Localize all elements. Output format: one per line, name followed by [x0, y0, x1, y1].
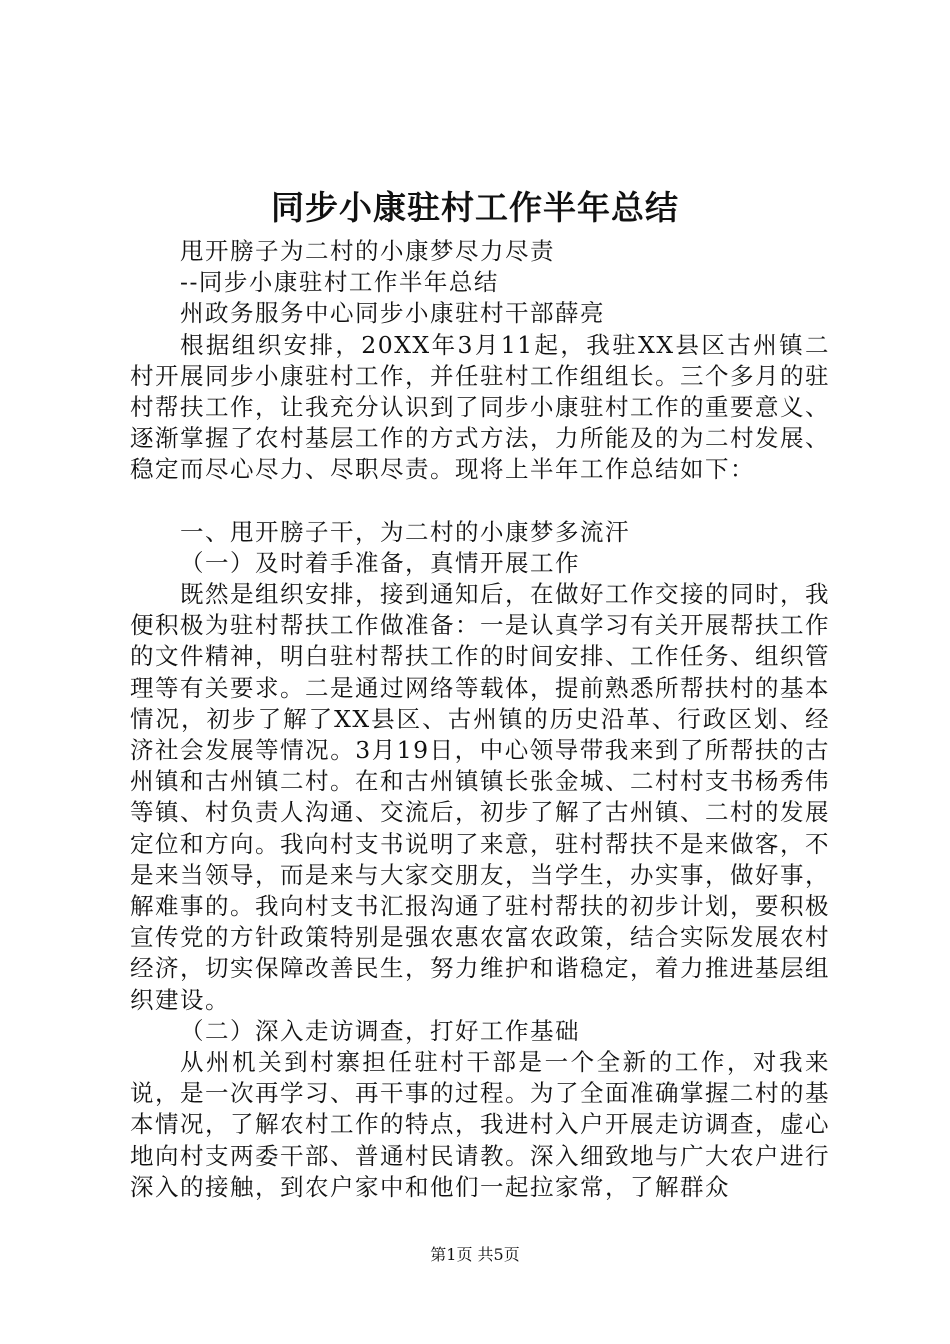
subtitle-line-secondary: --同步小康驻村工作半年总结	[180, 268, 499, 297]
section-heading: 一、甩开膀子干，为二村的小康梦多流汗	[180, 517, 630, 546]
author-line: 州政务服务中心同步小康驻村干部薛亮	[180, 299, 605, 328]
page-footer: 第1页 共5页	[430, 1245, 520, 1264]
body-paragraph: 既然是组织安排，接到通知后，在做好工作交接的同时，我便积极为驻村帮扶工作做准备：一是认真学习有关开展帮扶工作的文件精神，明白驻村帮扶工作的时间安排、工作任务、组织管理等有关要求。二是通过网络等载体，提前熟悉所帮扶村的基本情况，初步了解了XX县区、古州镇的历史沿革、行政区划、经济社会发展等情况。3月19日，中心领导带我来到了所帮扶的古州镇和古州镇二村。在和古州镇镇长张金城、二村村支书杨秀伟等镇、村负责人沟通、交流后，初步了解了古州镇、二村的发展定位和方向。我向村支书说明了来意，驻村帮扶不是来做客，不是来当领导，而是来与大家交朋友，当学生，办实事，做好事，解难事的。我向村支书汇报沟通了驻村帮扶的初步计划，要积极宣传党的方针政策特别是强农惠农富农政策，结合实际发展农村经济，切实保障改善民生，努力维护和谐稳定，着力推进基层组织建设。	[130, 580, 830, 1014]
subtitle-line: 甩开膀子为二村的小康梦尽力尽责	[180, 237, 555, 265]
subsection-heading: （一）及时着手准备，真情开展工作	[180, 548, 580, 577]
intro-paragraph: 根据组织安排，20XX年3月11起，我驻XX县区古州镇二村开展同步小康驻村工作，并任驻村工作组组长。三个多月的驻村帮扶工作，让我充分认识到了同步小康驻村工作的重要意义、逐渐掌握了农村基层工作的方式方法，力所能及的为二村发展、稳定而尽心尽力、尽职尽责。现将上半年工作总结如下：	[130, 330, 830, 484]
body-paragraph: 从州机关到村寨担任驻村干部是一个全新的工作，对我来说，是一次再学习、再干事的过程。为了全面准确掌握二村的基本情况，了解农村工作的特点，我进村入户开展走访调查，虚心地向村支两委干部、普通村民请教。深入细致地与广大农户进行深入的接触，到农户家中和他们一起拉家常，了解群众	[130, 1048, 830, 1201]
document-body	[130, 236, 830, 1203]
subsection-heading: （二）深入走访调查，打好工作基础	[180, 1016, 580, 1045]
document-title: 同步小康驻村工作半年总结	[271, 188, 679, 227]
